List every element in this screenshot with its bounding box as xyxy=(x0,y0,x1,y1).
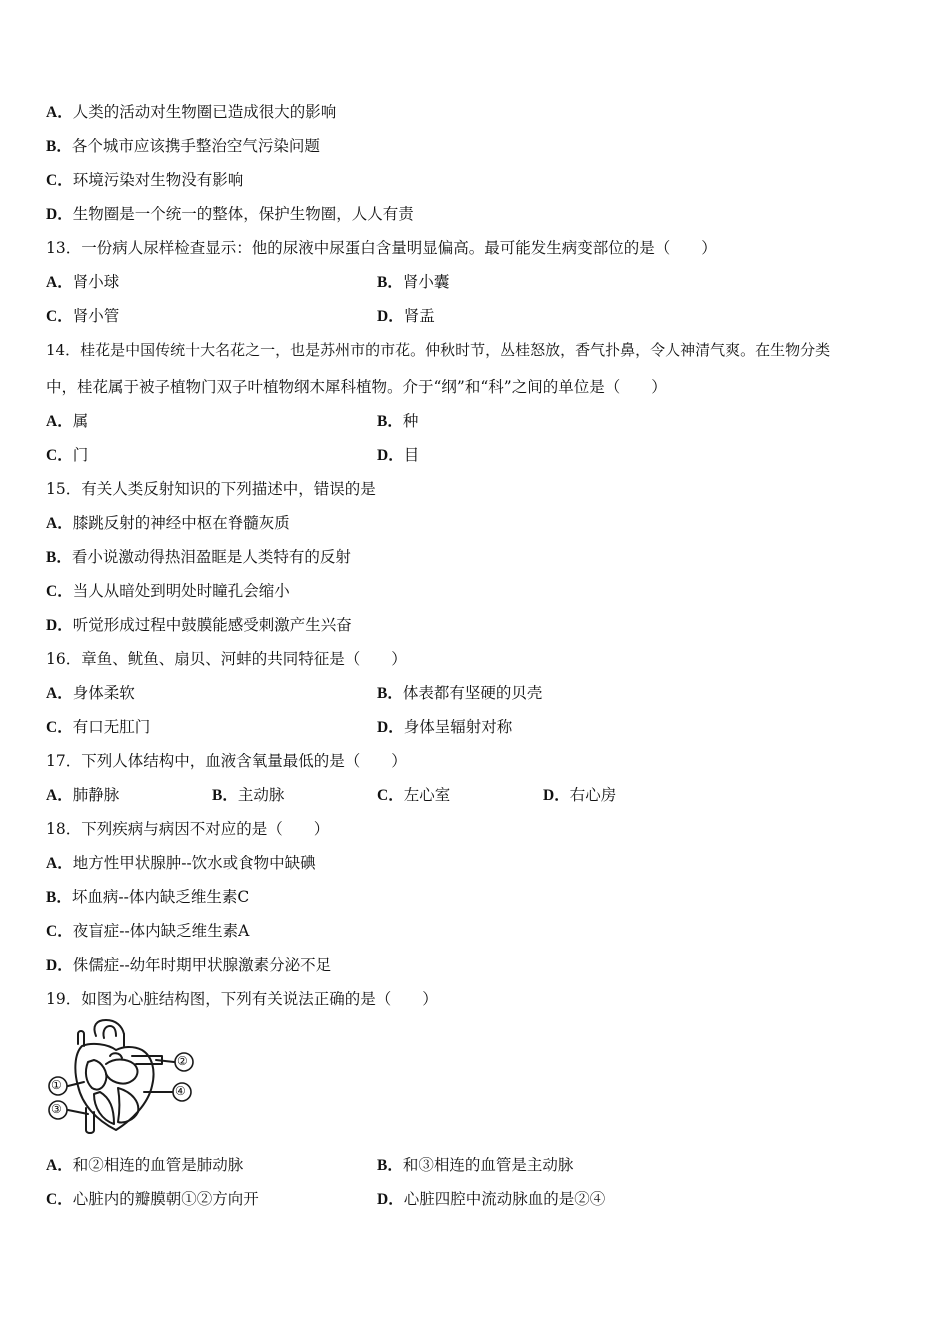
figure-label-1: ① xyxy=(51,1078,62,1092)
q12-option-a: A．人类的活动对生物圈已造成很大的影响 xyxy=(46,103,337,121)
q18-option-b: B．坏血病--体内缺乏维生素C xyxy=(46,888,250,906)
q15-option-a: A．膝跳反射的神经中枢在脊髓灰质 xyxy=(46,514,290,532)
q18-stem: 18．下列疾病与病因不对应的是（ ） xyxy=(46,820,330,838)
q13-option-a: A．肾小球 xyxy=(46,273,120,291)
q14-option-d: D．目 xyxy=(377,446,420,464)
q13-stem: 13．一份病人尿样检查显示：他的尿液中尿蛋白含量明显偏高。最可能发生病变部位的是（ ） xyxy=(46,239,717,257)
q16-option-b: B．体表都有坚硬的贝壳 xyxy=(377,684,543,702)
q16-option-a: A．身体柔软 xyxy=(46,684,135,702)
q12-option-c: C．环境污染对生物没有影响 xyxy=(46,171,244,189)
q13-option-d: D．肾盂 xyxy=(377,307,435,325)
q14-option-c: C．门 xyxy=(46,446,89,464)
q15-option-b: B．看小说激动得热泪盈眶是人类特有的反射 xyxy=(46,548,351,566)
q17-option-c: C．左心室 xyxy=(377,786,451,804)
q16-option-d: D．身体呈辐射对称 xyxy=(377,718,513,736)
q18-option-c: C．夜盲症--体内缺乏维生素A xyxy=(46,922,250,940)
q17-option-d: D．右心房 xyxy=(543,786,617,804)
figure-label-3: ③ xyxy=(51,1102,62,1116)
q15-stem: 15．有关人类反射知识的下列描述中，错误的是 xyxy=(46,480,376,498)
q13-option-b: B．肾小囊 xyxy=(377,273,450,291)
figure-label-4: ④ xyxy=(175,1084,186,1098)
q12-option-d: D．生物圈是一个统一的整体，保护生物圈，人人有责 xyxy=(46,205,414,223)
q19-stem: 19．如图为心脏结构图，下列有关说法正确的是（ ） xyxy=(46,990,438,1008)
q19-option-a: A．和②相连的血管是肺动脉 xyxy=(46,1156,244,1174)
q19-option-b: B．和③相连的血管是主动脉 xyxy=(377,1156,574,1174)
q13-option-c: C．肾小管 xyxy=(46,307,120,325)
q19-option-c: C．心脏内的瓣膜朝①②方向开 xyxy=(46,1190,259,1208)
q16-option-c: C．有口无肛门 xyxy=(46,718,151,736)
q17-stem: 17．下列人体结构中，血液含氧量最低的是（ ） xyxy=(46,752,407,770)
q18-option-d: D．侏儒症--幼年时期甲状腺激素分泌不足 xyxy=(46,956,332,974)
q15-option-d: D．听觉形成过程中鼓膜能感受刺激产生兴奋 xyxy=(46,616,352,634)
q16-stem: 16．章鱼、鱿鱼、扇贝、河蚌的共同特征是（ ） xyxy=(46,650,407,668)
q14-option-a: A．属 xyxy=(46,412,89,430)
q17-option-b: B．主动脉 xyxy=(212,786,285,804)
q18-option-a: A．地方性甲状腺肿--饮水或食物中缺碘 xyxy=(46,854,316,872)
q19-option-d: D．心脏四腔中流动脉血的是②④ xyxy=(377,1190,606,1208)
q14-stem-line2: 中，桂花属于被子植物门双子叶植物纲木犀科植物。介于“纲”和“科”之间的单位是（ ） xyxy=(46,378,667,396)
q14-stem-line1: 14．桂花是中国传统十大名花之一，也是苏州市的市花。仲秋时节，丛桂怒放，香气扑鼻，令人神清气爽。在生物分类 xyxy=(46,341,831,359)
q14-option-b: B．种 xyxy=(377,412,419,430)
q15-option-c: C．当人从暗处到明处时瞳孔会缩小 xyxy=(46,582,290,600)
heart-structure-diagram xyxy=(44,1016,204,1138)
q17-option-a: A．肺静脉 xyxy=(46,786,120,804)
q12-option-b: B．各个城市应该携手整治空气污染问题 xyxy=(46,137,320,155)
figure-label-2: ② xyxy=(177,1054,188,1068)
